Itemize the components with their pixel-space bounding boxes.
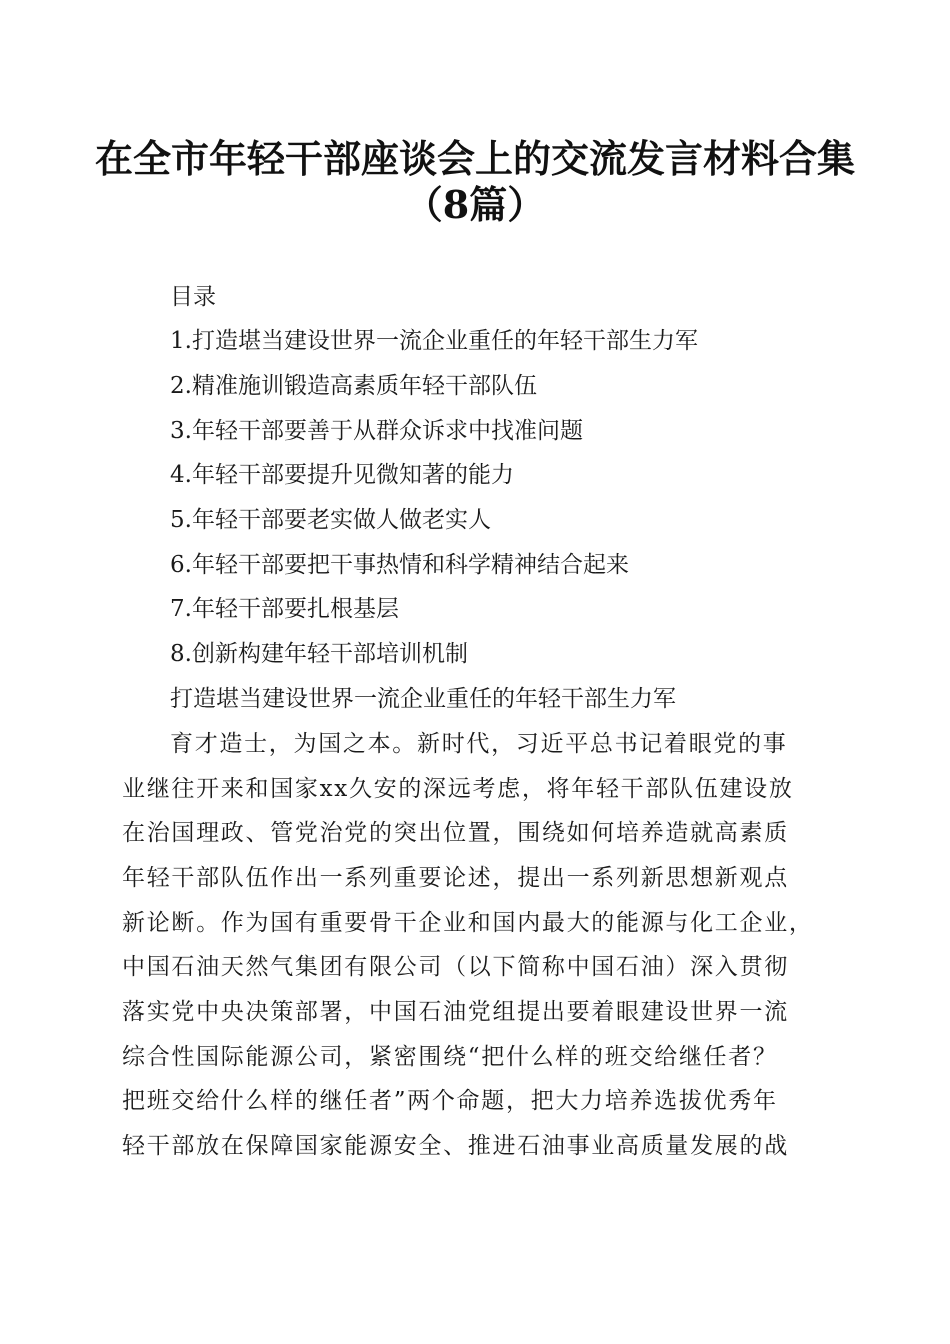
toc-item-4: 4.年轻干部要提升见微知著的能力 <box>170 462 514 488</box>
toc-item-5: 5.年轻干部要老实做人做老实人 <box>170 507 491 533</box>
toc-item-1: 1.打造堪当建设世界一流企业重任的年轻干部生力军 <box>170 328 698 354</box>
toc-item-2: 2.精准施训锻造高素质年轻干部队伍 <box>170 373 537 399</box>
paragraph-line: 新论断。作为国有重要骨干企业和国内最大的能源与化工企业， <box>122 910 814 936</box>
paragraph-line: 育才造士，为国之本。新时代，习近平总书记着眼党的事 <box>170 731 788 757</box>
section-heading: 打造堪当建设世界一流企业重任的年轻干部生力军 <box>170 686 676 712</box>
toc-item-3: 3.年轻干部要善于从群众诉求中找准问题 <box>170 418 583 444</box>
toc-heading: 目录 <box>170 284 216 310</box>
toc-item-6: 6.年轻干部要把干事热情和科学精神结合起来 <box>170 552 629 578</box>
paragraph-line: 业继往开来和国家xx久安的深远考虑，将年轻干部队伍建设放 <box>122 776 794 802</box>
paragraph-line: 中国石油天然气集团有限公司（以下简称中国石油）深入贯彻 <box>122 954 789 980</box>
paragraph-line: 年轻干部队伍作出一系列重要论述，提出一系列新思想新观点 <box>122 865 789 891</box>
paragraph-line: 综合性国际能源公司，紧密围绕“把什么样的班交给继任者？ <box>122 1044 778 1070</box>
paragraph-line: 把班交给什么样的继任者”两个命题，把大力培养选拔优秀年 <box>122 1088 778 1114</box>
paragraph-line: 落实党中央决策部署，中国石油党组提出要着眼建设世界一流 <box>122 999 789 1025</box>
toc-item-8: 8.创新构建年轻干部培训机制 <box>170 641 468 667</box>
toc-item-7: 7.年轻干部要扎根基层 <box>170 596 399 622</box>
paragraph-line: 在治国理政、管党治党的突出位置，围绕如何培养造就高素质 <box>122 820 789 846</box>
paragraph-line: 轻干部放在保障国家能源安全、推进石油事业高质量发展的战 <box>122 1133 789 1159</box>
document-title: 在全市年轻干部座谈会上的交流发言材料合集 <box>94 136 855 181</box>
document-title-subtitle: （8篇） <box>404 182 546 227</box>
